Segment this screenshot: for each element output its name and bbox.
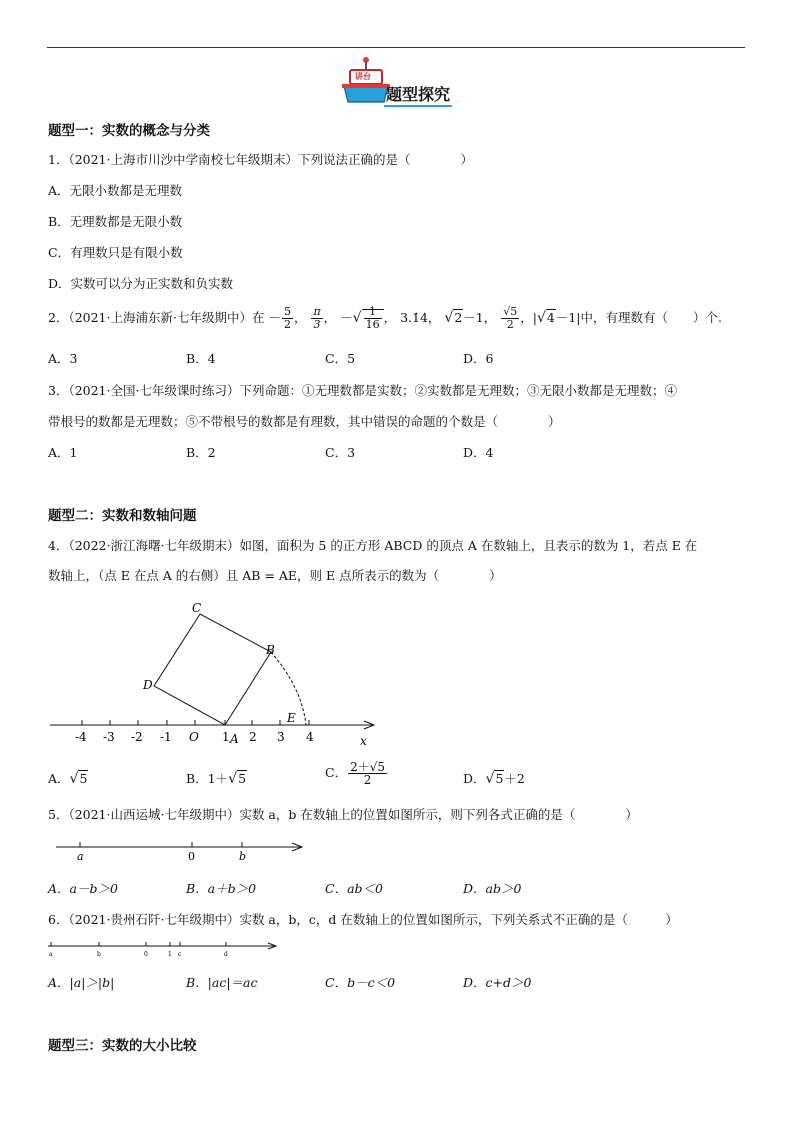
q1-option-a: A．无限小数都是无理数 <box>48 183 183 198</box>
q1-option-d: D．实数可以分为正实数和负实数 <box>48 276 234 291</box>
q4-point-a: A <box>230 732 239 746</box>
q3-option-b: B．2 <box>186 445 216 460</box>
q1-stem: 1．（2021·上海市川沙中学南校七年级期末）下列说法正确的是（ ） <box>48 152 473 167</box>
q4-option-c: C． $\frac{2+√5}{2}$ <box>325 760 385 787</box>
q2-option-b: B．4 <box>186 351 216 366</box>
q2-option-a: A．3 <box>48 351 78 366</box>
q4-tick-label: 2 <box>249 730 257 744</box>
q4-tick-label: -3 <box>103 730 115 744</box>
q5-label-b: b <box>239 850 247 863</box>
q2-prefix: 2．（2021·上海浦东新·七年级期中）在 <box>48 310 265 325</box>
q2-sqrt-2: √2 <box>444 310 463 326</box>
q4-tick-label: -2 <box>131 730 143 744</box>
q4-tick-label: 4 <box>306 730 314 744</box>
q6-option-b: B．|ac|＝ac <box>186 975 258 990</box>
q6-option-d: D．c+d＞0 <box>463 975 532 990</box>
q2-sqrt-4: √4 <box>536 310 555 326</box>
q4-option-d: D．√5＋2 <box>463 771 525 787</box>
q5-option-d: D．ab＞0 <box>463 881 522 896</box>
q5-option-c: C．ab＜0 <box>325 881 383 896</box>
header-rule <box>47 47 745 48</box>
q6-tick-label: a <box>49 951 53 958</box>
q6-tick-label: 0 <box>144 951 148 958</box>
q4-tick-label: 3 <box>277 730 285 744</box>
banner <box>336 54 466 104</box>
q4-axis-label: x <box>360 734 367 748</box>
q3-line-1: 3．（2021·全国·七年级课时练习）下列命题：①无理数都是实数；②实数都是无理数；③无限小数都是无理数；④ <box>48 383 677 398</box>
q1-option-b: B．无理数都是无限小数 <box>48 214 183 229</box>
section-title-2: 题型二：实数和数轴问题 <box>48 508 197 524</box>
q4-tick-label: O <box>189 730 199 744</box>
q3-option-d: D．4 <box>463 445 494 460</box>
q6-tick-label: d <box>224 951 228 958</box>
q2-stem: 2．（2021·上海浦东新·七年级期中）在 － $\frac{5}{2}$ ， $\frac{\pi}{3}$ ， －√ $\frac{1}{16}$ ， 3.1̇4̇， √2－1， $\frac{√5}{2}$ ，|√4－1|中，有理数有（ ）个. <box>48 305 722 331</box>
q4-figure <box>44 598 384 748</box>
q4-square <box>154 614 271 725</box>
q2-frac-1: $\frac{5}{2}$ <box>283 305 291 331</box>
q2-repeating: 3.1̇4̇， <box>400 310 441 325</box>
q4-point-b: B <box>266 643 275 657</box>
q4-point-d: D <box>143 678 153 692</box>
q6-tick-label: c <box>178 951 182 958</box>
q5-figure <box>54 837 324 867</box>
q4-option-b: B．1＋√5 <box>186 771 247 787</box>
q4-tick-label: -4 <box>75 730 87 744</box>
q2-sqrt-frac: √ $\frac{1}{16}$ <box>353 304 384 332</box>
banner-sign: 讲台 <box>355 72 371 81</box>
q4-line-1: 4．（2022·浙江海曙·七年级期末）如图，面积为 5 的正方形 ABCD 的顶点 A 在数轴上，且表示的数为 1，若点 E 在 <box>48 538 698 553</box>
q5-option-a: A．a－b＞0 <box>48 881 118 896</box>
q6-figure <box>46 939 286 965</box>
q4-point-e: E <box>287 711 296 725</box>
q2-frac-2: $\frac{\pi}{3}$ <box>313 305 321 331</box>
q6-tick-label: b <box>97 951 101 958</box>
q4-point-c: C <box>192 601 202 615</box>
q3-option-a: A．1 <box>48 445 78 460</box>
q3-line-2: 带根号的数都是无理数；⑤不带根号的数都是有理数，其中错误的命题的个数是（ ） <box>48 414 561 429</box>
section-title-3: 题型三：实数的大小比较 <box>48 1038 197 1054</box>
q6-option-c: C．b－c＜0 <box>325 975 396 990</box>
q4-line-2: 数轴上，（点 E 在点 A 的右侧）且 AB = AE，则 E 点所表示的数为（ ） <box>48 568 502 583</box>
q4-tick-label: -1 <box>160 730 172 744</box>
q6-tick-label: 1 <box>168 951 172 958</box>
q3-option-c: C．3 <box>325 445 356 460</box>
q2-frac-4: $\frac{√5}{2}$ <box>503 305 518 331</box>
q5-stem: 5．（2021·山西运城·七年级期中）实数 a，b 在数轴上的位置如图所示，则下列各式正确的是（ ） <box>48 807 638 822</box>
q2-option-c: C．5 <box>325 351 356 366</box>
q2-option-d: D．6 <box>463 351 494 366</box>
q5-option-b: B．a＋b＞0 <box>186 881 257 896</box>
q6-stem: 6．（2021·贵州石阡·七年级期中）实数 a，b，c，d 在数轴上的位置如图所示，下列关系式不正确的是（ ） <box>48 912 678 927</box>
q4-tick-label: 1 <box>222 730 230 744</box>
banner-title: 题型探究 <box>384 82 452 107</box>
q5-label-0: 0 <box>188 850 195 863</box>
q4-option-a: A．√5 <box>48 771 88 787</box>
q1-option-c: C．有理数只是有限小数 <box>48 245 183 260</box>
q6-option-a: A．|a|＞|b| <box>48 975 115 990</box>
q5-label-a: a <box>77 850 84 863</box>
section-title-1: 题型一：实数的概念与分类 <box>48 123 210 139</box>
